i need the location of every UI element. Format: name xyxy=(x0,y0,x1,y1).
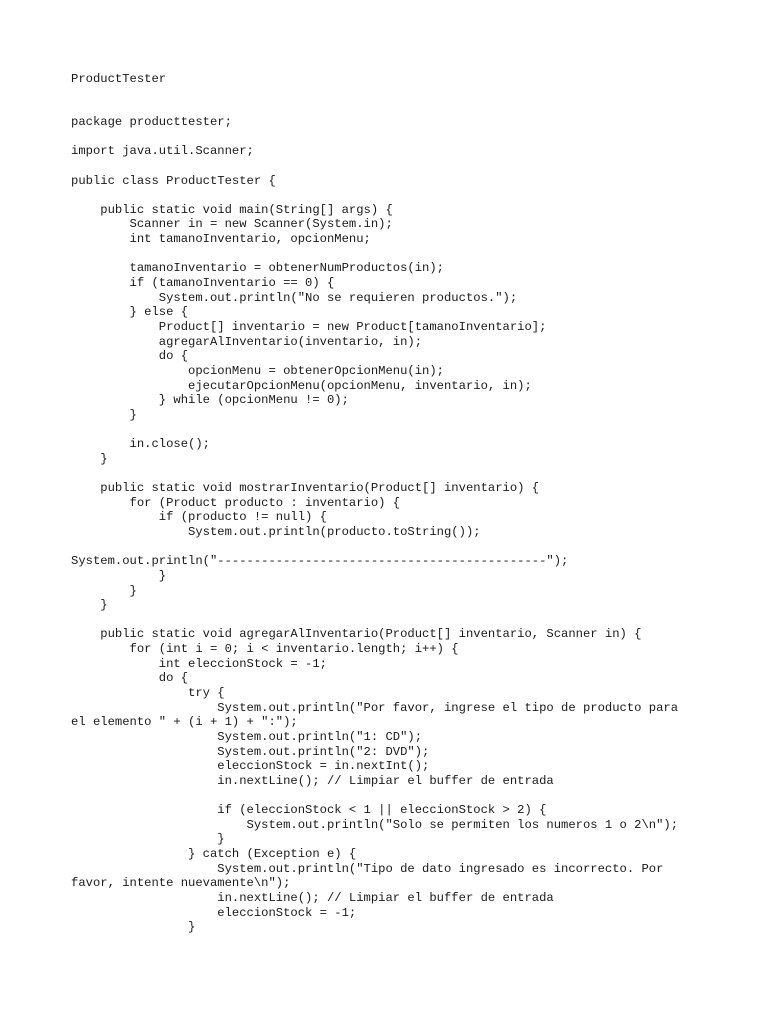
code-line: opcionMenu = obtenerOpcionMenu(in); xyxy=(71,363,444,378)
code-line xyxy=(71,613,678,628)
code-line: do { xyxy=(71,349,189,364)
code-line: System.out.println(producto.toString()); xyxy=(71,524,481,539)
code-line xyxy=(71,247,678,262)
code-line: public static void mostrarInventario(Product[] inventario) { xyxy=(71,481,540,496)
document-title: ProductTester xyxy=(71,72,167,86)
code-line: System.out.println("No se requieren productos."); xyxy=(71,290,518,305)
code-line: in.close(); xyxy=(71,437,210,452)
code-line: do { xyxy=(71,671,189,686)
code-line: } catch (Exception e) { xyxy=(71,847,357,862)
code-line: in.nextLine(); // Limpiar el buffer de entrada xyxy=(71,890,554,905)
code-line: } xyxy=(71,920,196,935)
code-line: System.out.println("Por favor, ingrese el tipo de producto para xyxy=(71,700,679,715)
code-line: Scanner in = new Scanner(System.in); xyxy=(71,217,393,232)
code-line: } xyxy=(71,583,137,598)
code-line: int tamanoInventario, opcionMenu; xyxy=(71,232,371,247)
code-line: } xyxy=(71,832,225,847)
code-line: } while (opcionMenu != 0); xyxy=(71,393,349,408)
code-line: } xyxy=(71,451,108,466)
code-line xyxy=(71,159,678,174)
code-line: if (tamanoInventario == 0) { xyxy=(71,276,335,291)
code-line xyxy=(71,788,678,803)
code-line: System.out.println("2: DVD"); xyxy=(71,744,430,759)
code-line: } else { xyxy=(71,305,189,320)
code-line: package producttester; xyxy=(71,115,232,129)
code-line: public static void main(String[] args) { xyxy=(71,202,393,217)
code-line: Product[] inventario = new Product[tamanoInventario]; xyxy=(71,319,547,334)
code-line: for (int i = 0; i < inventario.length; i++) { xyxy=(71,642,459,657)
code-line: } xyxy=(71,407,137,422)
code-line: if (producto != null) { xyxy=(71,510,327,525)
code-line xyxy=(71,422,678,437)
code-line: ejecutarOpcionMenu(opcionMenu, inventario, in); xyxy=(71,378,532,393)
code-line xyxy=(71,188,678,203)
code-block xyxy=(71,115,678,935)
code-line: System.out.println("Solo se permiten los numeros 1 o 2\n"); xyxy=(71,817,679,832)
code-line: eleccionStock = in.nextInt(); xyxy=(71,759,430,774)
code-line: public class ProductTester { xyxy=(71,173,276,188)
code-line: System.out.println("1: CD"); xyxy=(71,729,423,744)
code-line xyxy=(71,466,678,481)
code-line: try { xyxy=(71,685,225,700)
code-line: int eleccionStock = -1; xyxy=(71,656,327,671)
code-line: System.out.println("---------------------------------------------"); xyxy=(71,554,569,569)
code-line xyxy=(71,540,678,555)
code-line: favor, intente nuevamente\n"); xyxy=(71,876,291,891)
code-line: for (Product producto : inventario) { xyxy=(71,495,401,510)
code-line: eleccionStock = -1; xyxy=(71,905,357,920)
code-line: tamanoInventario = obtenerNumProductos(in); xyxy=(71,261,444,276)
code-line: el elemento " + (i + 1) + ":"); xyxy=(71,715,298,730)
code-line: } xyxy=(71,568,167,583)
code-line: System.out.println("Tipo de dato ingresado es incorrecto. Por xyxy=(71,861,664,876)
code-line xyxy=(71,130,678,145)
code-line: in.nextLine(); // Limpiar el buffer de entrada xyxy=(71,773,554,788)
code-line: } xyxy=(71,598,108,613)
code-line: if (eleccionStock < 1 || eleccionStock > 2) { xyxy=(71,803,547,818)
code-line: public static void agregarAlInventario(Product[] inventario, Scanner in) { xyxy=(71,627,642,642)
code-line: agregarAlInventario(inventario, in); xyxy=(71,334,423,349)
code-line: import java.util.Scanner; xyxy=(71,144,254,159)
